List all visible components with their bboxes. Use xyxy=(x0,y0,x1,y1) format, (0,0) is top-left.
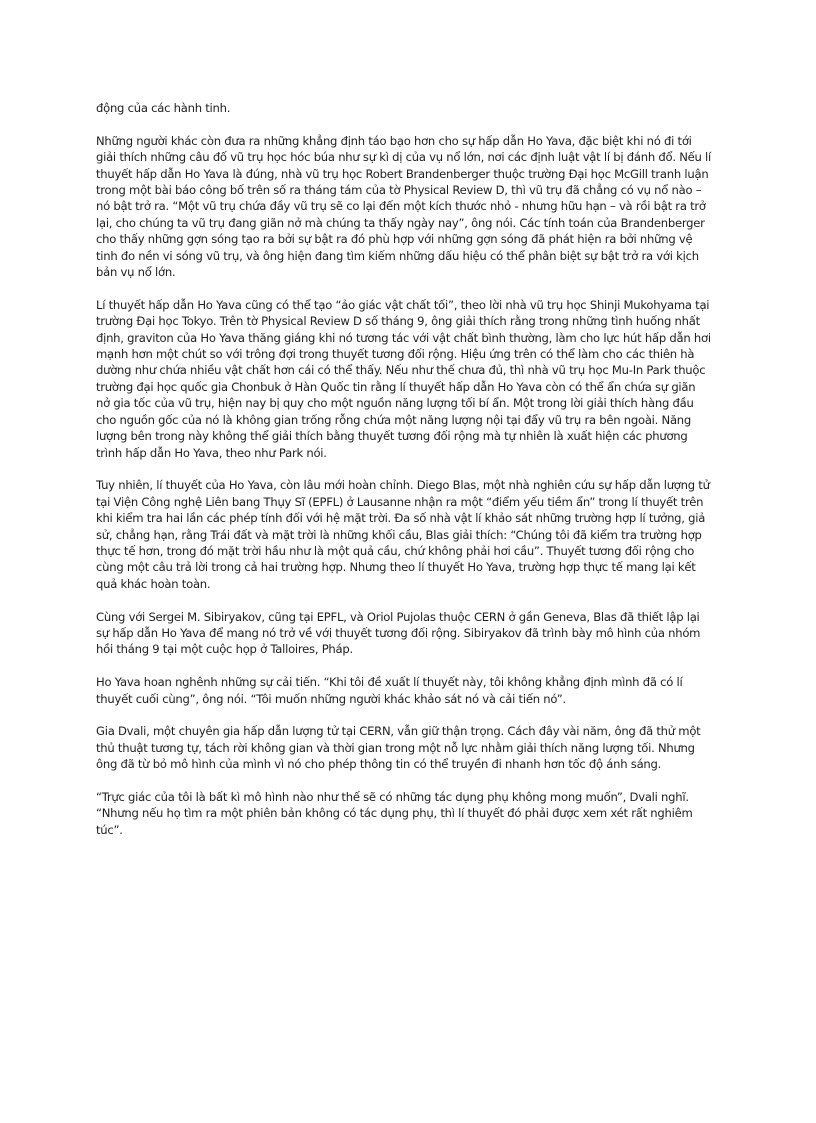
paragraph-revised-model: Cùng với Sergei M. Sibiryakov, cũng tại EPFL, và Oriol Pujolas thuộc CERN ở gần Geneva, Blas đã thiết lập lại sự hấp dẫn Ho Yava để mang nó trở về với thuyết tương đối rộng. Sibiryakov đã trình bày mô hình của nhóm hồi tháng 9 tại một cuộc họp ở Talloires, Pháp. xyxy=(96,609,701,657)
paragraph-big-bang-bounce: Những người khác còn đưa ra những khẳng định táo bạo hơn cho sự hấp dẫn Ho Yava, đặc biệt khi nó đi tới giải thích những câu đố vũ trụ học hóc búa như sự kì dị của vụ nổ lớn, nơi các định luật vật lí bị đánh đổ. Nếu lí thuyết hấp dẫn Ho Yava là đúng, nhà vũ trụ học Robert Brandenberger thuộc trường Đại học McGill tranh luận trong một bài báo công bố trên số ra tháng tám của tờ Physical Review D, thì vũ trụ đã chẳng có vụ nổ nào – nó bật trở ra. “Một vũ trụ chứa đầy vũ trụ sẽ co lại đến một kích thước nhỏ - nhưng hữu hạn – và rồi bật ra trở lại, cho chúng ta vũ trụ đang giãn nở mà chúng ta thấy ngày nay”, ông nói. Các tính toán của Brandenberger cho thấy những gợn sóng tạo ra bởi sự bật ra đó phù hợp với những gợn sóng đã phát hiện ra bởi những vệ tinh đo nền vi sóng vũ trụ, và ông hiện đang tìm kiếm những dấu hiệu có thể phân biệt sự bật trở ra với kịch bản vụ nổ lớn. xyxy=(96,133,711,280)
paragraph-dvali-caution: Gia Dvali, một chuyên gia hấp dẫn lượng tử tại CERN, vẫn giữ thận trọng. Cách đây vài năm, ông đã thử một thủ thuật tương tự, tách rời không gian và thời gian trong một nỗ lực nhằm giải thích năng lượng tối. Nhưng ông đã từ bỏ mô hình của mình vì nó cho phép thông tin có thể truyền đi nhanh hơn tốc độ ánh sáng. xyxy=(96,724,701,772)
paragraph-hovava-quote: Ho Yava hoan nghênh những sự cải tiến. “Khi tôi đề xuất lí thuyết này, tôi không khẳng định mình đã có lí thuyết cuối cùng”, ông nói. “Tôi muốn những người khác khảo sát nó và cải tiến nó”. xyxy=(96,675,683,706)
document-page xyxy=(96,100,712,855)
paragraph-weakness: Tuy nhiên, lí thuyết của Ho Yava, còn lâu mới hoàn chỉnh. Diego Blas, một nhà nghiên cứu sự hấp dẫn lượng tử tại Viện Công nghệ Liên bang Thụy Sĩ (EPFL) ở Lausanne nhận ra một “điểm yếu tiềm ẩn” trong lí thuyết trên khi kiểm tra hai lần các phép tính đối với hệ mặt trời. Đa số nhà vật lí khảo sát những trường hợp lí tưởng, giả sử, chẳng hạn, rằng Trái đất và mặt trời là những khối cầu, Blas giải thích: “Chúng tôi đã kiểm tra trường hợp thực tế hơn, trong đó mặt trời hầu như là một quả cầu, chứ không phải hơi cầu”. Thuyết tương đối rộng cho cùng một câu trả lời trong cả hai trường hợp. Nhưng theo lí thuyết Ho Yava, trường hợp thực tế mang lại kết quả khác hoàn toàn. xyxy=(96,478,710,591)
paragraph-dark-matter-illusion: Lí thuyết hấp dẫn Ho Yava cũng có thể tạo “ảo giác vật chất tối”, theo lời nhà vũ trụ học Shinji Mukohyama tại trường Đại học Tokyo. Trên tờ Physical Review D số tháng 9, ông giải thích rằng trong những tình huống nhất định, graviton của Ho Yava thăng giáng khi nó tương tác với vật chất bình thường, làm cho lực hút hấp dẫn hơi mạnh hơn một chút so với trông đợi trong thuyết tương đối rộng. Hiệu ứng trên có thể làm cho các thiên hà dường như chứa nhiều vật chất hơn cái có thể thấy. Nếu như thế chưa đủ, thì nhà vũ trụ học Mu-In Park thuộc trường đại học quốc gia Chonbuk ở Hàn Quốc tin rằng lí thuyết hấp dẫn Ho Yava còn có thể ẩn chứa sự giãn nở gia tốc của vũ trụ, hiện nay bị quy cho một nguồn năng lượng tối bí ẩn. Một trong lời giải thích hàng đầu cho nguồn gốc của nó là không gian trống rỗng chứa một năng lượng nội tại đẩy vũ trụ ra bên ngoài. Năng lượng bên trong này không thể giải thích bằng thuyết tương đối rộng mà tự nhiên là xuất hiện các phương trình hấp dẫn Ho Yava, theo như Park nói. xyxy=(96,297,711,460)
paragraph-dvali-quote: “Trực giác của tôi là bất kì mô hình nào như thế sẽ có những tác dụng phụ không mong muốn”, Dvali nghĩ. “Nhưng nếu họ tìm ra một phiên bản không có tác dụng phụ, thì lí thuyết đó phải được xem xét rất nghiêm túc”. xyxy=(96,789,693,837)
paragraph-intro-fragment: động của các hành tinh. xyxy=(96,101,231,115)
